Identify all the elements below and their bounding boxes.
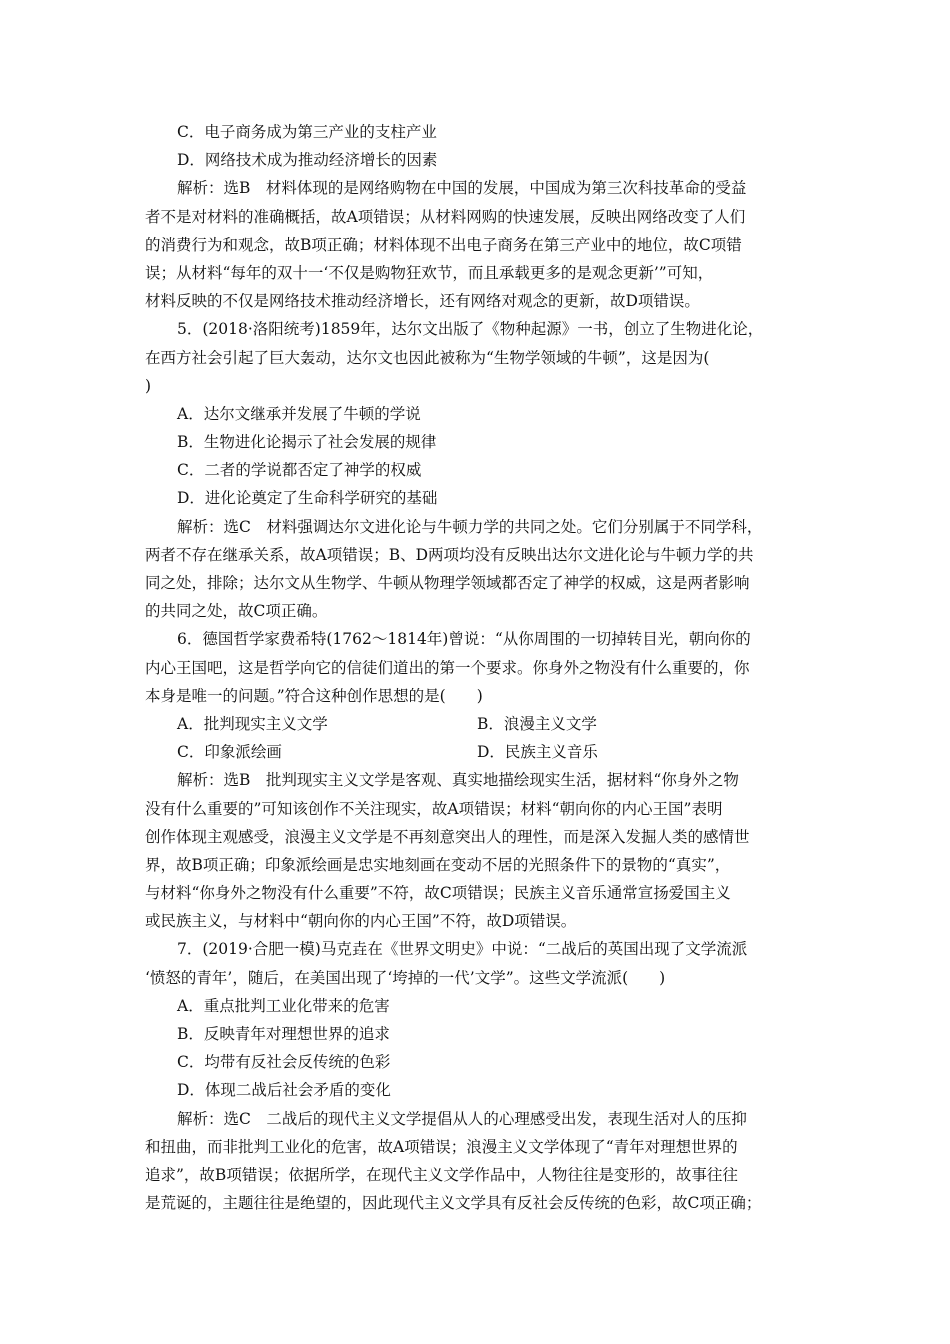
q5-option-a: A．达尔文继承并发展了牛顿的学说 — [177, 404, 421, 423]
q4-analysis-line: 解析：选B 材料体现的是网络购物在中国的发展，中国成为第三次科技革命的受益 — [177, 179, 747, 198]
q4-option-c: C．电子商务成为第三产业的支柱产业 — [177, 123, 437, 141]
q5-analysis-line: 同之处，排除；达尔文从生物学、牛顿从物理学领域都否定了神学的权威，这是两者影响 — [145, 574, 750, 592]
q6-stem-line: 本身是唯一的问题。”符合这种创作思想的是( ) — [145, 686, 483, 705]
q7-option-b: B．反映青年对理想世界的追求 — [177, 1025, 390, 1043]
document-page — [145, 118, 815, 1217]
q5-option-c: C．二者的学说都否定了神学的权威 — [177, 461, 422, 480]
q5-stem-line: 在西方社会引起了巨大轰动，达尔文也因此被称为“生物学领域的牛顿”，这是因为( — [145, 348, 710, 367]
q5-analysis-line: 解析：选C 材料强调达尔文进化论与牛顿力学的共同之处。它们分别属于不同学科， — [177, 517, 763, 536]
q6-option-c: C．印象派绘画 — [177, 743, 282, 762]
q6-option-a: A．批判现实主义文学 — [177, 714, 328, 733]
q4-option-d: D．网络技术成为推动经济增长的因素 — [177, 151, 438, 170]
q6-option-b: B．浪漫主义文学 — [477, 714, 597, 733]
q4-analysis-line: 者不是对材料的准确概括，故A项错误；从材料网购的快速发展，反映出网络改变了人们 — [145, 207, 746, 226]
q6-options-row — [145, 738, 815, 766]
q6-analysis-line: 界，故B项正确；印象派绘画是忠实地刻画在变动不居的光照条件下的景物的“真实”， — [145, 855, 731, 874]
q7-stem-line: ‘愤怒的青年’，随后，在美国出现了‘垮掉的一代’文学”。这些文学流派( ) — [145, 968, 666, 987]
q6-option-d: D．民族主义音乐 — [477, 743, 598, 762]
q5-stem-line: ) — [145, 376, 152, 395]
q6-analysis-line: 创作体现主观感受，浪漫主义文学是不再刻意突出人的理性，而是深入发掘人类的感情世 — [145, 827, 750, 846]
q7-option-c: C．均带有反社会反传统的色彩 — [177, 1053, 391, 1072]
q6-options-row — [145, 710, 815, 738]
q5-stem-line: 5．(2018·洛阳统考)1859年，达尔文出版了《物种起源》一书，创立了生物进化论， — [177, 320, 764, 339]
q4-analysis-line: 误；从材料“每年的双十一‘不仅是购物狂欢节，而且承载更多的是观念更新’”可知， — [145, 263, 714, 282]
q7-option-a: A．重点批判工业化带来的危害 — [177, 996, 390, 1015]
q7-option-d: D．体现二战后社会矛盾的变化 — [177, 1081, 391, 1100]
q7-stem-line: 7．(2019·合肥一模)马克垚在《世界文明史》中说：“二战后的英国出现了文学流派 — [177, 940, 748, 959]
q6-analysis-line: 没有什么重要的”可知该创作不关注现实，故A项错误；材料“朝向你的内心王国”表明 — [145, 799, 723, 818]
q5-analysis-line: 的共同之处，故C项正确。 — [145, 602, 328, 621]
q4-analysis-line: 材料反映的不仅是网络技术推动经济增长，还有网络对观念的更新，故D项错误。 — [145, 292, 700, 311]
q6-analysis-line: 或民族主义，与材料中“朝向你的内心王国”不符，故D项错误。 — [145, 912, 577, 931]
q6-stem-line: 6．德国哲学家费希特(1762～1814年)曾说：“从你周围的一切掉转目光，朝向你的 — [177, 630, 751, 649]
q7-analysis-line: 是荒诞的，主题往往是绝望的，因此现代主义文学具有反社会反传统的色彩，故C项正确； — [145, 1194, 762, 1213]
q7-analysis-line: 追求”，故B项错误；依据所学，在现代主义文学作品中，人物往往是变形的，故事往往 — [145, 1165, 738, 1184]
q6-analysis-line: 解析：选B 批判现实主义文学是客观、真实地描绘现实生活，据材料“你身外之物 — [177, 771, 739, 790]
q5-analysis-line: 两者不存在继承关系，故A项错误；B、D两项均没有反映出达尔文进化论与牛顿力学的共 — [145, 545, 754, 564]
q5-option-d: D．进化论奠定了生命科学研究的基础 — [177, 489, 438, 508]
q4-analysis-line: 的消费行为和观念，故B项正确；材料体现不出电子商务在第三产业中的地位，故C项错 — [145, 235, 742, 254]
q6-analysis-line: 与材料“你身外之物没有什么重要”不符，故C项错误；民族主义音乐通常宣扬爱国主义 — [145, 884, 731, 903]
q7-analysis-line: 和扭曲，而非批判工业化的危害，故A项错误；浪漫主义文学体现了“青年对理想世界的 — [145, 1137, 738, 1156]
q6-stem-line: 内心王国吧，这是哲学向它的信徒们道出的第一个要求。你身外之物没有什么重要的，你 — [145, 658, 750, 677]
q7-analysis-line: 解析：选C 二战后的现代主义文学提倡从人的心理感受出发，表现生活对人的压抑 — [177, 1109, 747, 1128]
q5-option-b: B．生物进化论揭示了社会发展的规律 — [177, 433, 437, 452]
